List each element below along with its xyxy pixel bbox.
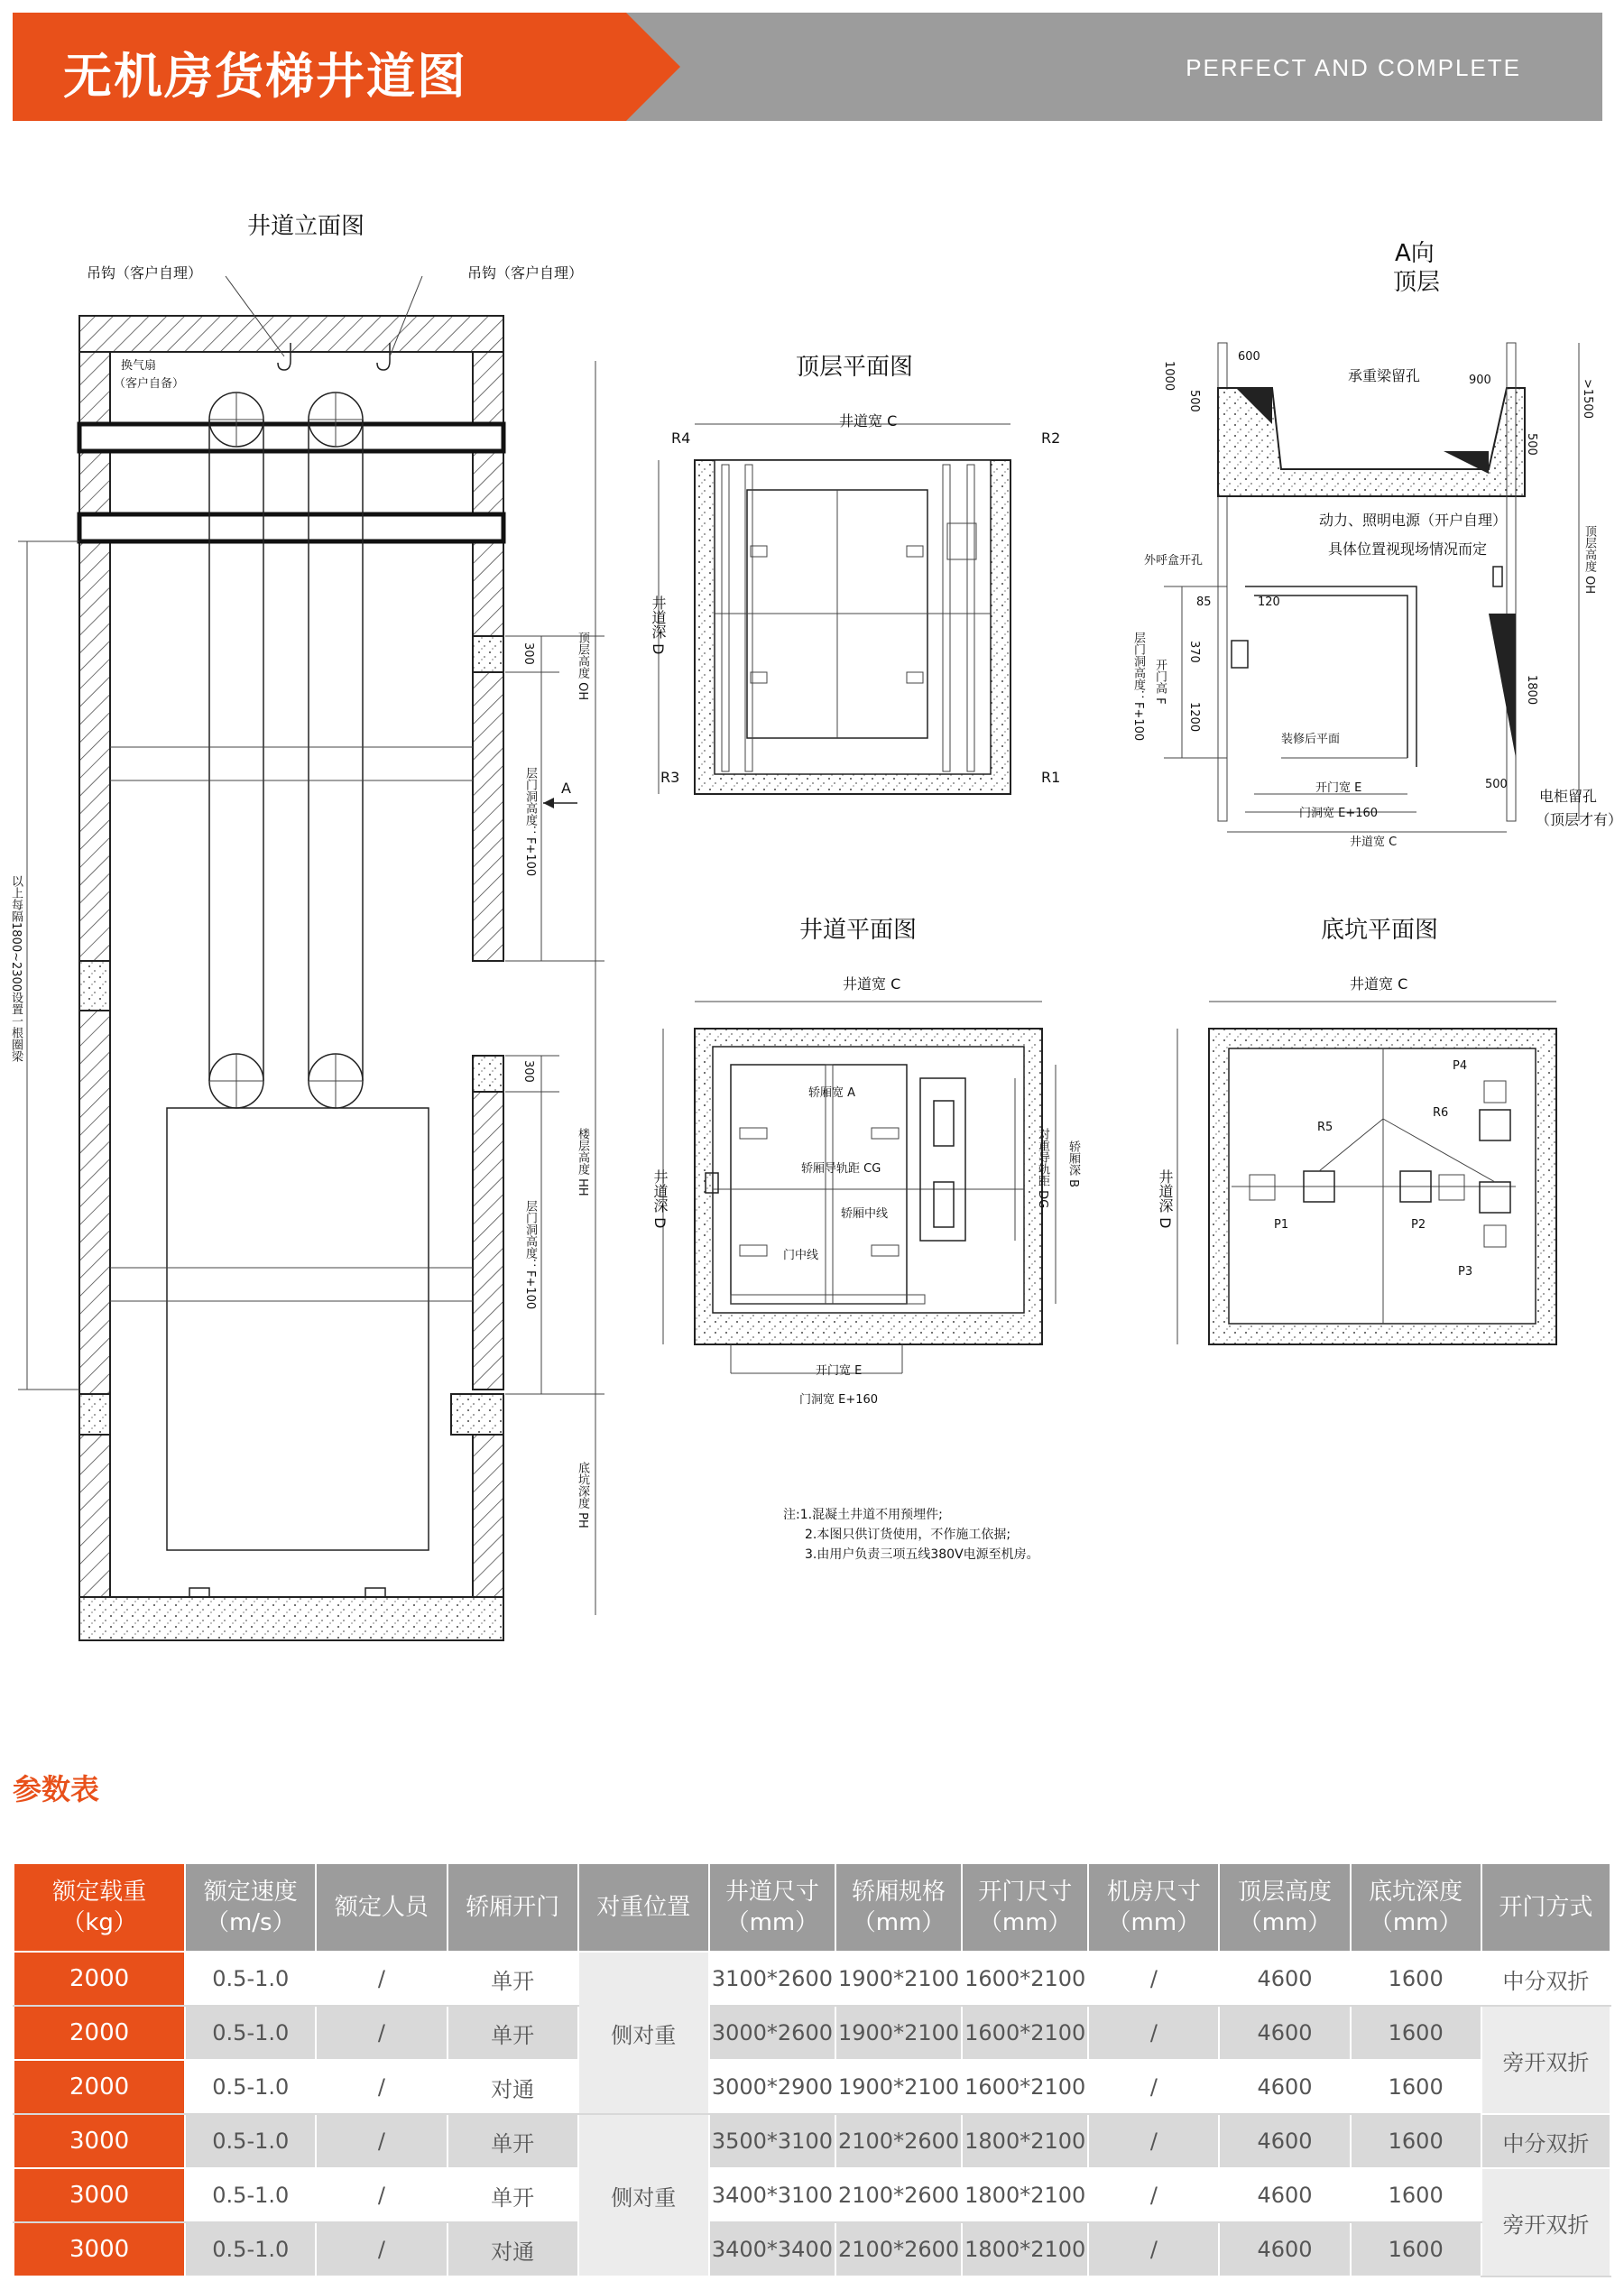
cell-car-door: 对通 (448, 2222, 578, 2276)
cell-load: 2000 (14, 2060, 185, 2114)
cell-cw-position-group-2: 侧对重 (578, 2114, 709, 2276)
a-view-1500: >1500 (1581, 379, 1594, 419)
top-plan-r1: R1 (1041, 769, 1061, 786)
cell-top: 4600 (1219, 2114, 1350, 2168)
hook-left-label: 吊钩（客户自理） (87, 264, 203, 282)
a-view-title-b: 顶层 (1393, 269, 1441, 296)
cell-car-door: 单开 (448, 1952, 578, 2006)
header-open-mode: 开门方式 (1481, 1863, 1610, 1952)
cell-car: 1900*2100 (835, 2006, 962, 2060)
a-view-85: 85 (1196, 596, 1212, 609)
power-note-label: 具体位置视现场情况而定 (1328, 540, 1488, 558)
cell-load: 2000 (14, 2006, 185, 2060)
a-view-drawing (1146, 325, 1597, 866)
dim-300-mid: 300 (521, 1060, 535, 1083)
cell-persons: / (316, 2222, 447, 2276)
cell-load: 3000 (14, 2168, 185, 2222)
top-height-label: 顶层高度 OH (576, 632, 589, 701)
hook-right-label: 吊钩（客户自理） (467, 264, 584, 282)
pit-depth-label: 底坑深度 PH (576, 1462, 589, 1528)
header-speed: 额定速度 （m/s） (185, 1863, 316, 1952)
pit-plan-title: 底坑平面图 (1321, 917, 1439, 944)
cell-car: 2100*2600 (835, 2114, 962, 2168)
table-row (14, 2168, 1610, 2222)
table-row (14, 2006, 1610, 2060)
cell-pit: 1600 (1351, 2060, 1481, 2114)
table-row (14, 2222, 1610, 2276)
shaft-plan-width: 井道宽 C (843, 975, 901, 993)
cell-open-mode-group: 旁开双折 (1481, 2168, 1610, 2276)
shaft-plan-door-hole-width: 门洞宽 E+160 (799, 1393, 879, 1407)
note-2: 2.本图只供订货使用，不作施工依据; (805, 1528, 1011, 1542)
a-view-door-hole-height: 层门洞高度：F+100 (1131, 632, 1145, 742)
door-height-mid-label: 层门洞高度：F+100 (523, 1200, 537, 1310)
car-depth-label: 轿厢深 B (1066, 1140, 1080, 1188)
cell-persons: / (316, 2114, 447, 2168)
cell-shaft: 3100*2600 (709, 1952, 835, 2006)
a-view-1000: 1000 (1162, 361, 1176, 392)
a-view-1200: 1200 (1187, 702, 1201, 733)
a-view-500a: 500 (1187, 390, 1201, 412)
cell-speed: 0.5-1.0 (185, 2006, 316, 2060)
cell-car-door: 对通 (448, 2060, 578, 2114)
cell-speed: 0.5-1.0 (185, 1952, 316, 2006)
table-row (14, 2114, 1610, 2168)
call-hole-label: 外呼盒开孔 (1144, 554, 1204, 568)
cell-pit: 1600 (1351, 2114, 1481, 2168)
cell-pit: 1600 (1351, 2168, 1481, 2222)
top-plan-r2: R2 (1041, 429, 1061, 447)
cell-car-door: 单开 (448, 2114, 578, 2168)
cell-open-mode: 中分双折 (1481, 1952, 1610, 2006)
pit-p1: P1 (1274, 1218, 1289, 1232)
car-width-label: 轿厢宽 A (808, 1086, 856, 1100)
table-row (14, 1952, 1610, 2006)
table-row (14, 2060, 1610, 2114)
cell-machine: / (1088, 2168, 1219, 2222)
cell-load: 3000 (14, 2222, 185, 2276)
pit-p2: P2 (1411, 1218, 1426, 1232)
page-subtitle: PERFECT AND COMPLETE (1186, 54, 1521, 81)
top-plan-title: 顶层平面图 (796, 354, 914, 381)
cell-top: 4600 (1219, 2168, 1350, 2222)
header-car-spec: 轿厢规格 （mm） (835, 1863, 962, 1952)
a-view-top-height: 顶层高度 OH (1582, 525, 1596, 595)
cell-cw-position-group-1: 侧对重 (578, 1952, 709, 2114)
header-load: 额定载重 （kg） (14, 1863, 185, 1952)
pit-r5: R5 (1317, 1121, 1333, 1134)
cell-shaft: 3000*2900 (709, 2060, 835, 2114)
cell-door: 1600*2100 (962, 2006, 1088, 2060)
cell-top: 4600 (1219, 1952, 1350, 2006)
a-view-600: 600 (1238, 350, 1260, 364)
cell-speed: 0.5-1.0 (185, 2060, 316, 2114)
cell-car: 2100*2600 (835, 2222, 962, 2276)
shaft-plan-open-width: 开门宽 E (816, 1364, 863, 1378)
a-view-title-a: A向 (1395, 240, 1435, 267)
shaft-plan-title: 井道平面图 (799, 917, 918, 944)
cell-machine: / (1088, 1952, 1219, 2006)
header-persons: 额定人员 (316, 1863, 447, 1952)
top-plan-r4: R4 (671, 429, 691, 447)
pit-r6: R6 (1433, 1106, 1449, 1120)
a-view-shaft-width: 井道宽 C (1350, 836, 1398, 849)
pit-plan-depth: 井道深 D (1157, 1169, 1174, 1229)
door-center-label: 门中线 (783, 1249, 819, 1262)
floor-height-label: 楼层高度 HH (576, 1128, 589, 1196)
cell-car-door: 单开 (448, 2006, 578, 2060)
cell-pit: 1600 (1351, 2222, 1481, 2276)
cell-shaft: 3400*3400 (709, 2222, 835, 2276)
door-height-top-label: 层门洞高度：F+100 (523, 767, 537, 877)
shaft-plan-depth: 井道深 D (651, 1169, 669, 1229)
header-machine-room: 机房尺寸 （mm） (1088, 1863, 1219, 1952)
cell-door: 1600*2100 (962, 1952, 1088, 2006)
view-a-arrow-label: A (561, 780, 571, 797)
a-view-1800: 1800 (1525, 675, 1538, 706)
params-title: 参数表 (13, 1772, 100, 1806)
header-pit-depth: 底坑深度 （mm） (1351, 1863, 1481, 1952)
beam-hole-label: 承重梁留孔 (1348, 367, 1421, 384)
cell-car: 1900*2100 (835, 2060, 962, 2114)
dim-300-top: 300 (521, 642, 535, 665)
cell-car: 1900*2100 (835, 1952, 962, 2006)
top-plan-width: 井道宽 C (839, 412, 898, 429)
cell-machine: / (1088, 2006, 1219, 2060)
vent-label: 换气扇 (121, 359, 157, 373)
cw-rail-label: 对重导轨距 DG (1036, 1128, 1049, 1209)
cell-load: 3000 (14, 2114, 185, 2168)
pit-p3: P3 (1458, 1265, 1473, 1279)
cell-door: 1800*2100 (962, 2114, 1088, 2168)
header-cw-position: 对重位置 (578, 1863, 709, 1952)
a-view-500c: 500 (1485, 778, 1508, 791)
a-view-open-width: 开门宽 E (1315, 781, 1362, 795)
a-view-door-hole-width: 门洞宽 E+160 (1299, 807, 1379, 820)
cell-machine: / (1088, 2060, 1219, 2114)
note-1: 注:1.混凝土井道不用预埋件; (783, 1508, 943, 1522)
top-plan-drawing (632, 397, 1065, 812)
cell-pit: 1600 (1351, 2006, 1481, 2060)
cell-shaft: 3400*3100 (709, 2168, 835, 2222)
cell-door: 1800*2100 (962, 2168, 1088, 2222)
pit-plan-width: 井道宽 C (1350, 975, 1408, 993)
ring-beam-note: 以上每隔1800~2300设置一根圈梁 (9, 875, 23, 1063)
cell-shaft: 3500*3100 (709, 2114, 835, 2168)
a-view-500b: 500 (1525, 433, 1538, 456)
a-view-120: 120 (1258, 596, 1280, 609)
vent-note-label: （客户自备） (114, 377, 185, 391)
cell-persons: / (316, 1952, 447, 2006)
pit-plan-drawing (1146, 983, 1597, 1362)
cell-speed: 0.5-1.0 (185, 2114, 316, 2168)
header-top-height: 顶层高度 （mm） (1219, 1863, 1350, 1952)
top-plan-depth: 井道深 D (650, 596, 667, 655)
finished-floor-label: 装修后平面 (1281, 733, 1341, 746)
cell-top: 4600 (1219, 2006, 1350, 2060)
a-view-door-open-height: 开门高 F (1153, 659, 1167, 705)
table-header-row (14, 1863, 1610, 1952)
elevation-title: 井道立面图 (247, 213, 365, 240)
cell-persons: / (316, 2006, 447, 2060)
header-car-door: 轿厢开门 (448, 1863, 578, 1952)
cell-shaft: 3000*2600 (709, 2006, 835, 2060)
a-view-370: 370 (1187, 641, 1201, 663)
cell-door: 1600*2100 (962, 2060, 1088, 2114)
cell-load: 2000 (14, 1952, 185, 2006)
rail-dist-label: 轿厢导轨距 CG (801, 1162, 881, 1176)
header-shaft-size: 井道尺寸 （mm） (709, 1863, 835, 1952)
cell-open-mode: 中分双折 (1481, 2114, 1610, 2168)
cabinet-note-label: （顶层才有） (1536, 811, 1623, 828)
header-door-size: 开门尺寸 （mm） (962, 1863, 1088, 1952)
pit-p4: P4 (1453, 1059, 1468, 1073)
cell-open-mode-group: 旁开双折 (1481, 2006, 1610, 2114)
cell-persons: / (316, 2168, 447, 2222)
cell-car: 2100*2600 (835, 2168, 962, 2222)
cell-machine: / (1088, 2114, 1219, 2168)
cell-top: 4600 (1219, 2222, 1350, 2276)
cell-top: 4600 (1219, 2060, 1350, 2114)
params-table (13, 1862, 1611, 2277)
a-view-900: 900 (1469, 374, 1491, 387)
cell-pit: 1600 (1351, 1952, 1481, 2006)
cell-car-door: 单开 (448, 2168, 578, 2222)
cell-speed: 0.5-1.0 (185, 2168, 316, 2222)
page-title: 无机房货梯井道图 (63, 48, 467, 105)
car-center-label: 轿厢中线 (841, 1207, 889, 1221)
cabinet-hole-label: 电柜留孔 (1539, 788, 1598, 805)
drawing-notes (783, 1505, 1039, 1565)
power-label: 动力、照明电源（开户自理） (1319, 512, 1508, 529)
cell-door: 1800*2100 (962, 2222, 1088, 2276)
note-3: 3.由用户负责三项五线380V电源至机房。 (805, 1547, 1039, 1562)
cell-machine: / (1088, 2222, 1219, 2276)
top-plan-r3: R3 (660, 769, 680, 786)
cell-persons: / (316, 2060, 447, 2114)
cell-speed: 0.5-1.0 (185, 2222, 316, 2276)
